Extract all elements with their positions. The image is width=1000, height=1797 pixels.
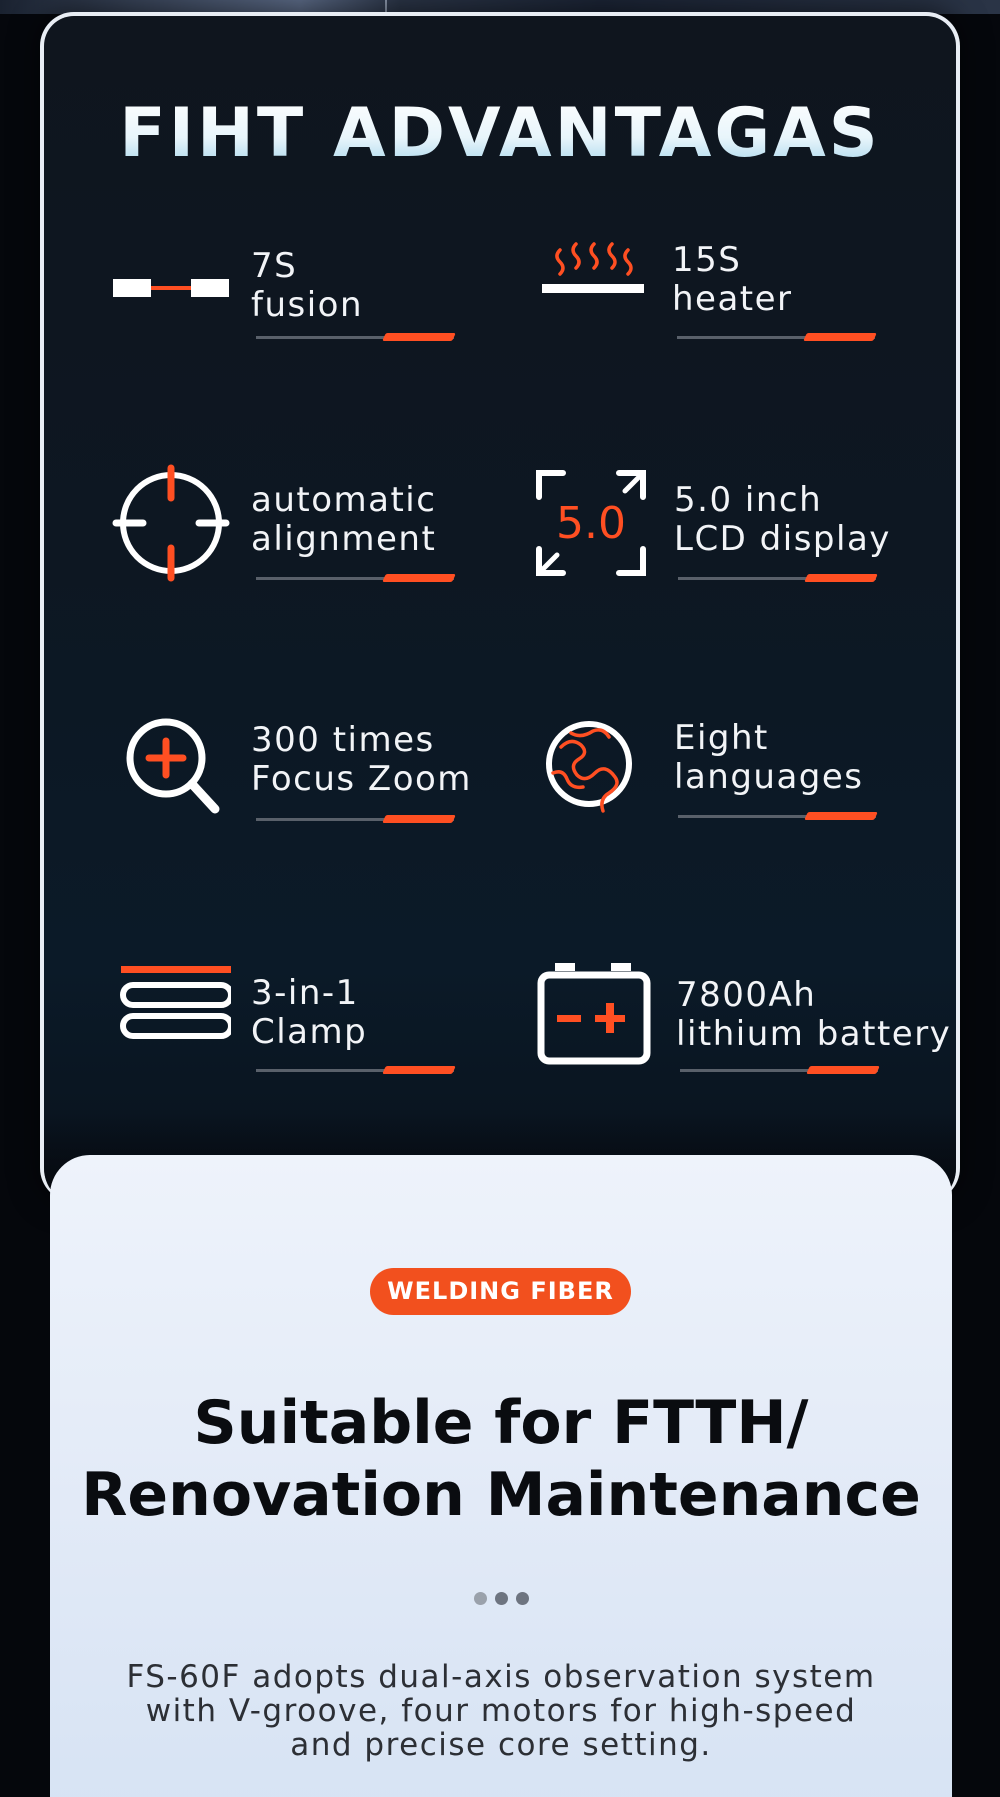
feature-battery xyxy=(533,951,953,1071)
feature-heater xyxy=(532,220,952,340)
battery-icon xyxy=(533,951,653,1071)
feature-display xyxy=(531,463,951,583)
fusion-splice-icon xyxy=(111,229,231,349)
feature-alignment xyxy=(111,463,531,583)
globe-icon xyxy=(531,703,651,823)
feature-label: 7S fusion xyxy=(251,246,364,325)
zoom-in-icon xyxy=(111,703,231,823)
feature-underline xyxy=(256,577,454,580)
feature-label: 5.0 inch LCD display xyxy=(674,480,891,559)
feature-label: Eight languages xyxy=(674,718,864,797)
feature-underline xyxy=(678,577,876,580)
feature-underline xyxy=(256,818,454,821)
feature-label: 7800Ah lithium battery xyxy=(676,975,952,1054)
product-description: FS-60F adopts dual-axis observation system with V-groove, four motors for high-speed and precise core setting. xyxy=(126,1659,876,1763)
heater-icon xyxy=(532,220,652,340)
feature-underline xyxy=(680,1069,878,1072)
clamp-icon xyxy=(111,951,231,1071)
display-icon xyxy=(531,463,651,583)
pagination-dot[interactable] xyxy=(516,1592,529,1605)
feature-languages xyxy=(531,703,951,823)
feature-underline xyxy=(256,1069,454,1072)
feature-fusion xyxy=(111,229,531,349)
pagination-dots xyxy=(50,1592,952,1605)
svg-text:5.0: 5.0 xyxy=(556,498,626,549)
feature-label: automatic alignment xyxy=(251,480,437,559)
headline: Suitable for FTTH/ Renovation Maintenance xyxy=(81,1388,921,1530)
feature-underline xyxy=(256,336,454,339)
feature-underline xyxy=(678,815,876,818)
feature-label: 3-in-1 Clamp xyxy=(251,973,368,1052)
page-title: FIHT ADVANTAGAS xyxy=(44,94,956,173)
product-info-card xyxy=(50,1155,952,1797)
category-badge: WELDING FIBER xyxy=(370,1268,631,1315)
crosshair-icon xyxy=(111,463,231,583)
feature-zoom xyxy=(111,703,531,823)
feature-underline xyxy=(677,336,875,339)
pagination-dot[interactable] xyxy=(495,1592,508,1605)
feature-clamp xyxy=(111,951,531,1071)
advantages-panel xyxy=(40,12,960,1202)
pagination-dot[interactable] xyxy=(474,1592,487,1605)
feature-label: 300 times Focus Zoom xyxy=(251,720,472,799)
feature-label: 15S heater xyxy=(672,240,793,319)
